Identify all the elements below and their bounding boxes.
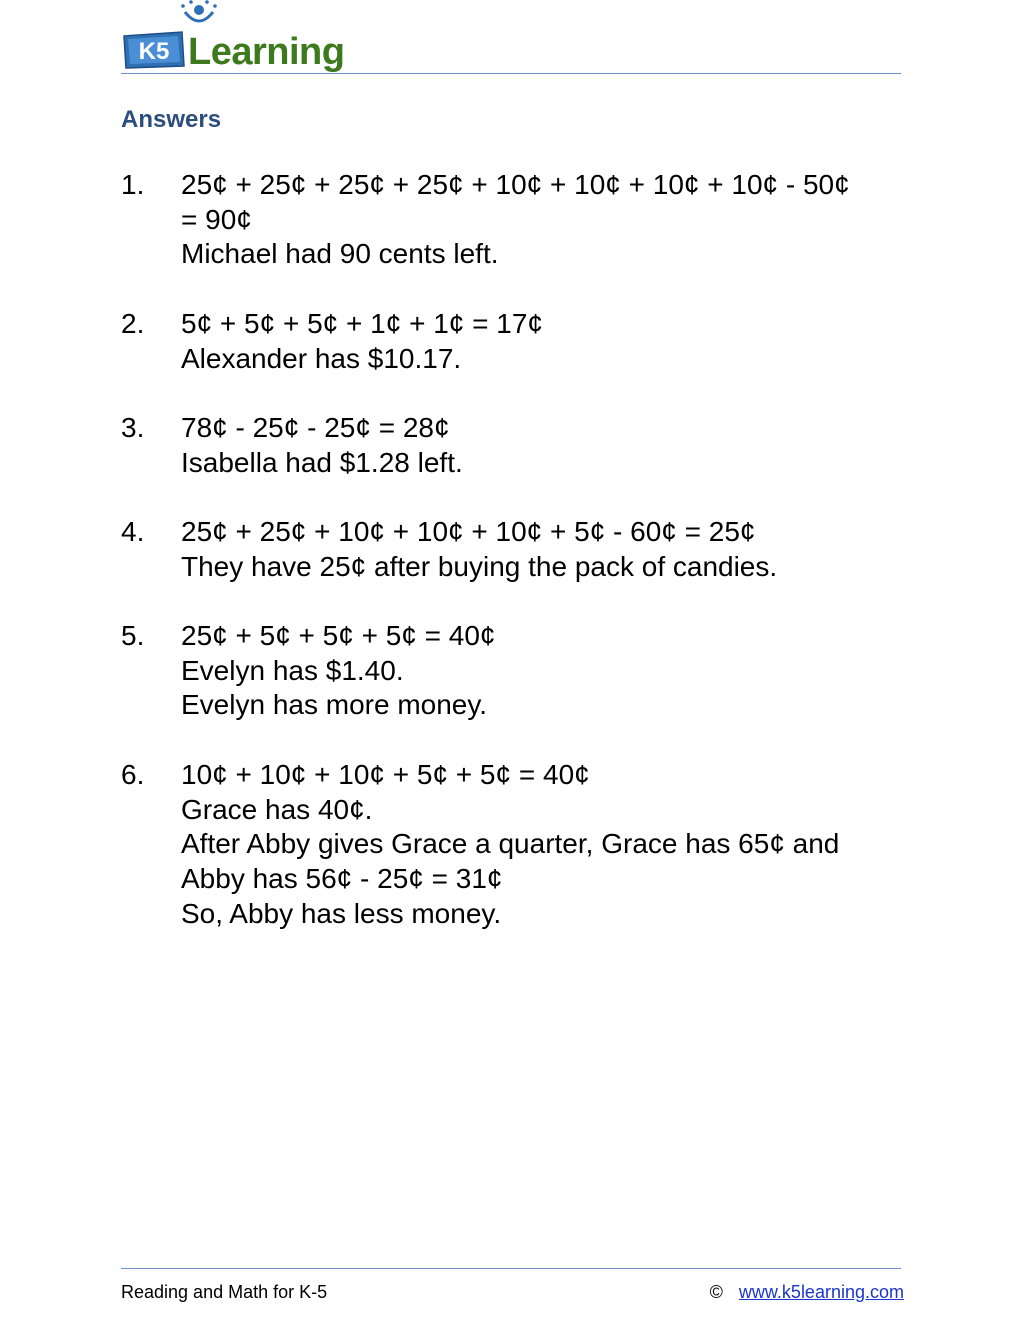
header-divider — [121, 73, 901, 74]
answer-line: Isabella had $1.28 left. — [181, 446, 463, 478]
answer-body — [181, 619, 911, 723]
answers-list — [121, 168, 911, 966]
answer-line: 25¢ + 5¢ + 5¢ + 5¢ = 40¢ — [181, 620, 496, 652]
answer-number: 2. — [121, 307, 145, 339]
answer-body — [181, 168, 911, 272]
answer-item-3 — [121, 411, 911, 480]
answer-line: Evelyn has more money. — [181, 689, 488, 721]
k5-learning-logo — [122, 20, 344, 74]
answer-line: 25¢ + 25¢ + 25¢ + 25¢ + 10¢ + 10¢ + 10¢ + 10¢ - 50¢ — [181, 169, 850, 200]
copyright-symbol: © — [709, 1282, 723, 1302]
answer-line: Grace has 40¢. — [181, 793, 373, 825]
answer-line: So, Abby has less money. — [181, 897, 502, 929]
answer-item-1 — [121, 168, 911, 272]
answer-number: 4. — [121, 515, 145, 547]
answer-line: 5¢ + 5¢ + 5¢ + 1¢ + 1¢ = 17¢ — [181, 307, 543, 339]
answer-line: Abby has 56¢ - 25¢ = 31¢ — [181, 862, 503, 894]
answer-number: 3. — [121, 411, 145, 443]
answer-body — [181, 411, 911, 480]
website-link[interactable]: www.k5learning.com — [738, 1282, 904, 1302]
answer-number: 1. — [121, 169, 145, 200]
page-title: Answers — [121, 106, 222, 133]
logo-badge-text: K5 — [138, 38, 170, 65]
answer-body — [181, 758, 911, 932]
answer-item-6 — [121, 758, 911, 932]
answer-body — [181, 307, 911, 376]
answer-line: = 90¢ — [181, 203, 252, 235]
footer-copyright — [710, 1281, 904, 1303]
logo-wordmark: Learning — [188, 31, 345, 73]
footer-tagline: Reading and Math for K-5 — [121, 1282, 328, 1302]
answer-line: 25¢ + 25¢ + 10¢ + 10¢ + 10¢ + 5¢ - 60¢ = 25¢ — [181, 515, 756, 547]
answer-item-5 — [121, 619, 911, 723]
answer-line: Evelyn has $1.40. — [181, 654, 404, 686]
logo-figure-icon — [169, 0, 229, 45]
answer-line: After Abby gives Grace a quarter, Grace has 65¢ and — [181, 828, 840, 860]
answer-item-2 — [121, 307, 911, 376]
answer-number: 5. — [121, 620, 145, 652]
answer-line: Michael had 90 cents left. — [181, 238, 499, 270]
footer-divider — [121, 1268, 901, 1269]
answer-line: 78¢ - 25¢ - 25¢ = 28¢ — [181, 411, 450, 443]
answer-line: Alexander has $10.17. — [181, 342, 462, 374]
answer-body — [181, 515, 911, 584]
answer-line: 10¢ + 10¢ + 10¢ + 5¢ + 5¢ = 40¢ — [181, 758, 590, 790]
answer-line: They have 25¢ after buying the pack of candies. — [181, 550, 778, 582]
answer-number: 6. — [121, 758, 145, 790]
answer-item-4 — [121, 515, 911, 584]
